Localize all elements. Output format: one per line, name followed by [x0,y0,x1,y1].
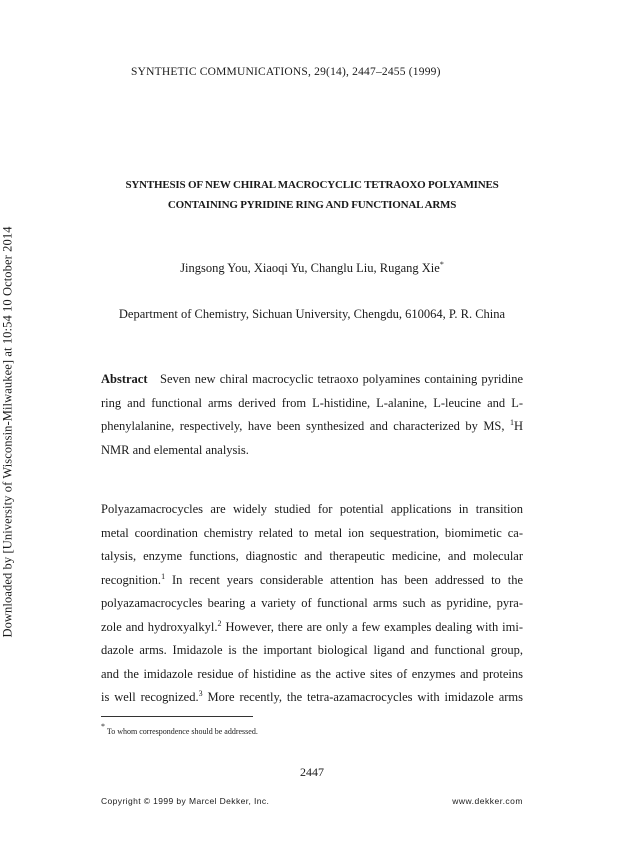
footnote-mark: * [101,722,105,731]
citation-2: 2 [217,618,222,628]
body-text: is well recognized. [101,690,199,704]
body-text: recognition. [101,572,162,587]
abstract-line: NMR and elemental analysis. [101,442,249,457]
abstract-text: Seven new chiral macrocyclic tetraoxo polyamines containing pyridine [160,372,524,386]
abstract [101,368,523,462]
author-list [0,261,624,276]
body-line [101,569,523,593]
abstract-text: phenylalanine, respectively, have been synthesized and characterized by MS, [101,419,505,433]
journal-header: SYNTHETIC COMMUNICATIONS, 29(14), 2447–2455 (1999) [131,66,441,78]
corresponding-author-mark: * [439,260,444,269]
body-paragraph [101,498,523,710]
body-text: However, there are only a few examples dealing with imi- [225,619,523,634]
body-text: zole and hydroxyalkyl. [101,619,218,634]
article-title-line-1: SYNTHESIS OF NEW CHIRAL MACROCYCLIC TETRAOXO POLYAMINES [125,179,499,191]
abstract-label: Abstract [101,372,148,386]
citation-1: 1 [161,571,166,581]
footnote [101,722,258,736]
body-line: polyazamacrocycles bearing a variety of functional arms such as pyridine, pyra- [101,596,523,610]
publisher-website: www.dekker.com [452,796,523,806]
body-line: Polyazamacrocycles are widely studied for potential applications in transition [101,502,523,516]
affiliation: Department of Chemistry, Sichuan University, Chengdu, 610064, P. R. China [118,307,506,321]
abstract-text: H [513,419,524,433]
citation-3: 3 [198,689,203,698]
footnote-text: To whom correspondence should be addressed. [106,727,258,736]
footnote-divider [101,716,253,717]
abstract-line: ring and functional arms derived from L-histidine, L-alanine, L-leucine and L- [101,395,523,410]
body-line: talysis, enzyme functions, diagnostic and therapeutic medicine, and molecular [101,549,523,563]
body-text: In recent years considerable attention has been addressed to the [171,572,523,587]
body-text: More recently, the tetra-azamacrocycles with imidazole arms [207,690,524,704]
author-names: Jingsong You, Xiaoqi Yu, Changlu Liu, Rugang Xie [180,261,440,275]
body-line: metal coordination chemistry related to metal ion sequestration, biomimetic ca- [101,525,523,540]
body-line [101,686,523,710]
body-line [101,616,523,640]
superscript: 1 [509,418,514,427]
body-line: and the imidazole residue of histidine as the active sites of enzymes and proteins [101,666,523,681]
abstract-line [101,368,523,392]
body-line: dazole arms. Imidazole is the important biological ligand and functional group, [101,643,523,657]
abstract-line [101,415,523,439]
page-number: 2447 [300,765,324,779]
download-note: Downloaded by [University of Wisconsin-Milwaukee] at 10:54 10 October 2014 [0,226,15,638]
article-title-line-2: CONTAINING PYRIDINE RING AND FUNCTIONAL ARMS [167,199,457,211]
copyright-notice: Copyright © 1999 by Marcel Dekker, Inc. [101,796,270,806]
